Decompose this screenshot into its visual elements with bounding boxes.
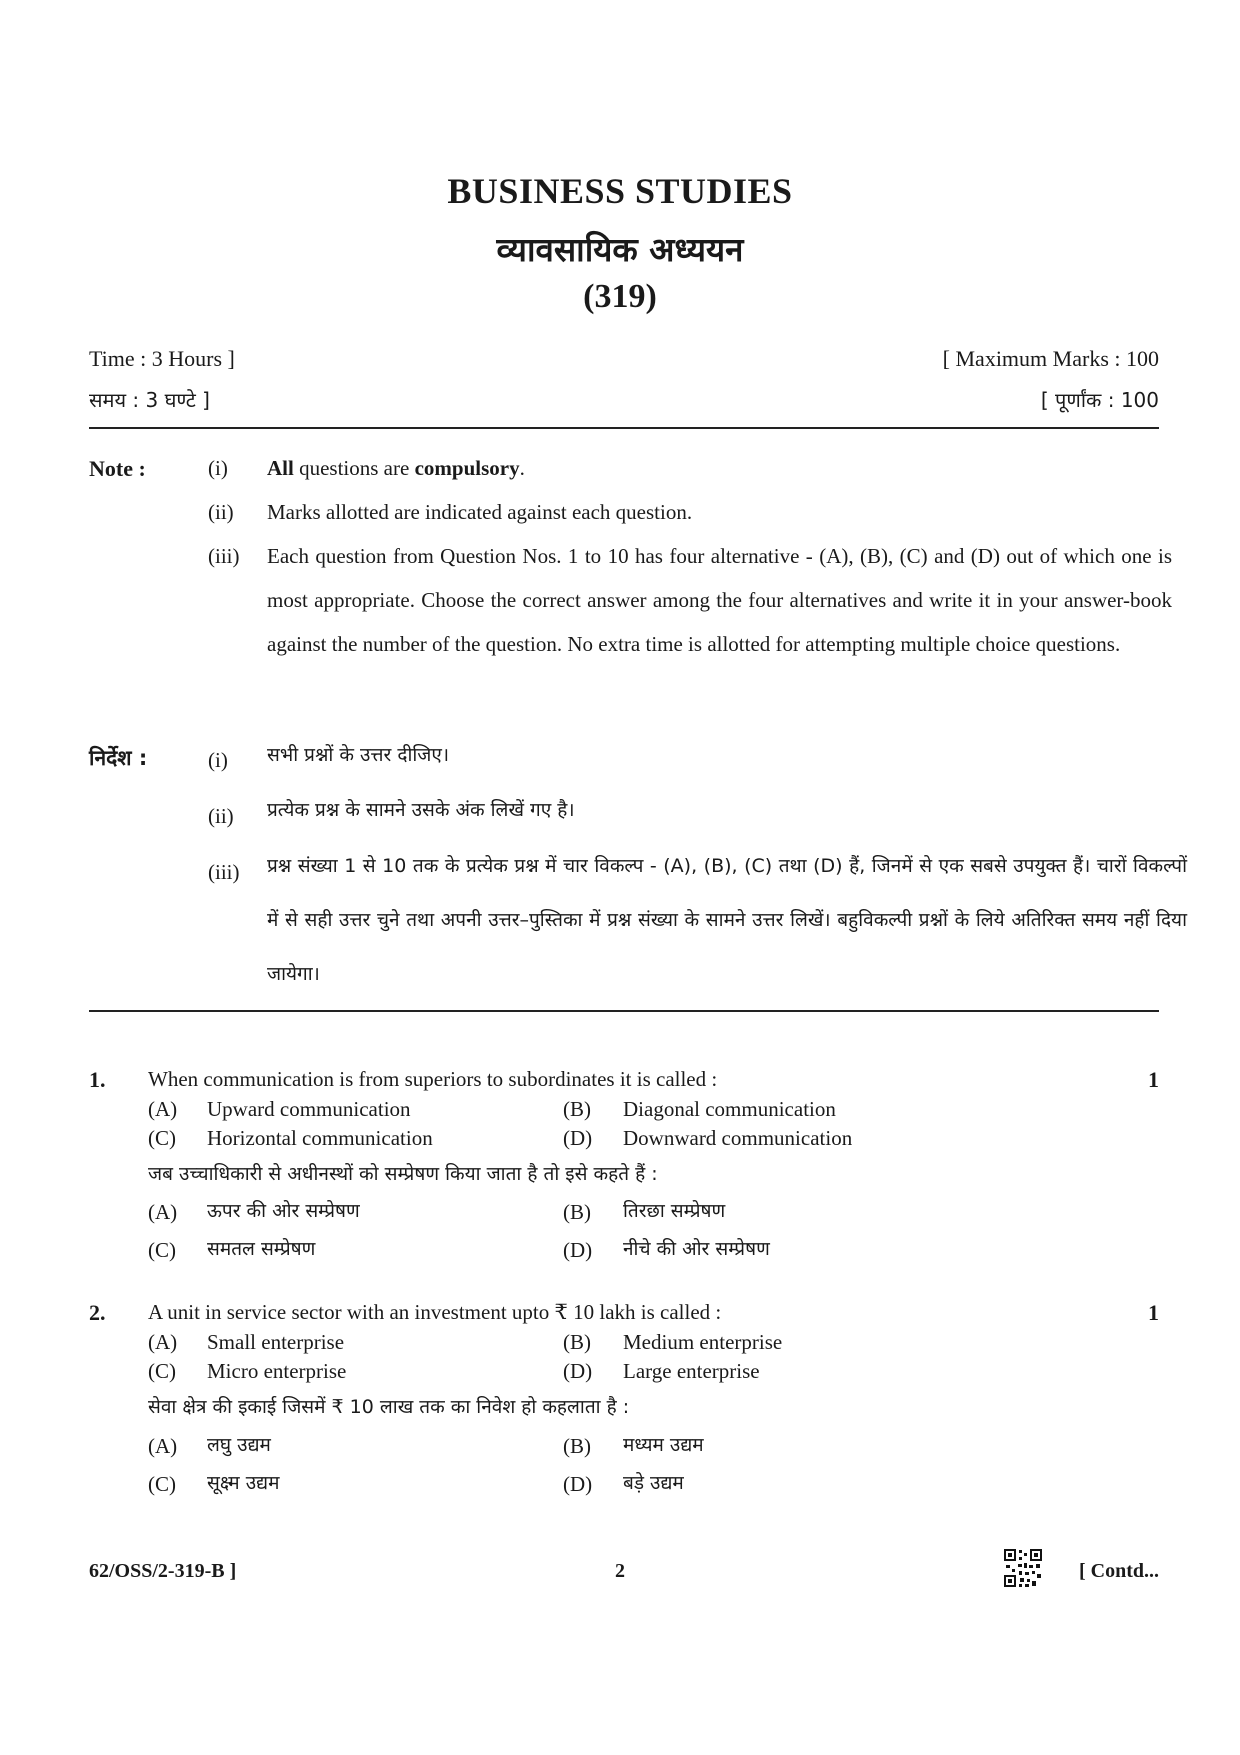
option-text-hindi: बड़े उद्यम [623,1472,684,1494]
option-text: Horizontal communication [207,1126,433,1150]
footer-paper-code: 62/OSS/2-319-B ] [89,1560,237,1582]
option-letter: (C) [148,1359,176,1383]
option-letter: (D) [563,1126,593,1150]
max-marks-label-hindi: [ पूर्णांक : 100 [1040,388,1159,412]
note-hindi-item-3: प्रश्न संख्या 1 से 10 तक के प्रत्येक प्रश्न में चार विकल्प - (A), (B), (C) तथा (D) हैं, जिनमें से एक सबसे उपयुक्त हैं। चारों विकल्पों में से सही उत्तर चुने तथा अपनी उत्तर–पुस्तिका में प्रश्न संख्या के सामने उत्तर लिखें। बहुविकल्पी प्रश्नों के लिये अतिरिक्त समय नहीं दिया जायेगा। [267,855,1187,985]
note-item-1 [267,446,1172,490]
option-text: Upward communication [207,1097,411,1121]
paper-code: (319) [583,278,657,315]
note-label-hindi: निर्देश : [89,746,148,770]
question-text: When communication is from superiors to subordinates it is called : [148,1067,718,1091]
note-item-number-hindi: (i) [208,748,228,772]
note-item-number: (i) [208,456,228,480]
option-letter: (A) [148,1097,178,1121]
option-letter-hindi: (A) [148,1434,178,1458]
time-label-hindi: समय : 3 घण्टे ] [89,388,210,412]
question-marks: 1 [1148,1300,1159,1325]
note-item-number: (iii) [208,544,240,568]
note-hindi-item-2: प्रत्येक प्रश्न के सामने उसके अंक लिखें गए है। [267,799,575,821]
option-text: Diagonal communication [623,1097,836,1121]
page-number: 2 [615,1560,625,1582]
option-text-hindi: समतल सम्प्रेषण [207,1238,316,1260]
option-letter-hindi: (C) [148,1472,176,1496]
option-letter-hindi: (A) [148,1200,178,1224]
note-item-1-bold2: compulsory [414,456,520,480]
option-text-hindi: मध्यम उद्यम [623,1434,704,1456]
option-text: Medium enterprise [623,1330,783,1354]
paper-title-hindi: व्यावसायिक अध्ययन [496,230,744,269]
option-letter-hindi: (C) [148,1238,176,1262]
option-letter-hindi: (D) [563,1238,593,1262]
question-number: 2. [89,1300,106,1325]
option-text-hindi: नीचे की ओर सम्प्रेषण [623,1238,770,1260]
note-item-1-mid: questions are [293,456,415,480]
note-label: Note : [89,456,146,481]
note-item-3: Each question from Question Nos. 1 to 10 has four alternative - (A), (B), (C) and (D) out of which one is most appropriate. Choose the correct answer among the four alternatives and write it in your answer-book against the number of the question. No extra time is allotted for attempting multiple choice questions. [267,544,1172,656]
option-letter: (C) [148,1126,176,1150]
option-text: Large enterprise [623,1359,760,1383]
continued-label: [ Contd... [1078,1560,1159,1582]
option-text: Micro enterprise [207,1359,347,1383]
qr-code-icon [1003,1548,1043,1588]
option-letter-hindi: (D) [563,1472,593,1496]
question-number: 1. [89,1067,106,1092]
note-item-number-hindi: (iii) [208,860,240,884]
option-text: Small enterprise [207,1330,345,1354]
header-divider [89,427,1159,429]
question-text: A unit in service sector with an investment upto ₹ 10 lakh is called : [148,1300,722,1324]
option-text-hindi: ऊपर की ओर सम्प्रेषण [207,1200,360,1222]
question-text-hindi: जब उच्चाधिकारी से अधीनस्थों को सम्प्रेषण किया जाता है तो इसे कहते हैं : [148,1163,658,1185]
max-marks-label: [ Maximum Marks : 100 [942,346,1159,371]
notes-divider [89,1010,1159,1012]
question-text-hindi: सेवा क्षेत्र की इकाई जिसमें ₹ 10 लाख तक का निवेश हो कहलाता है : [148,1396,630,1418]
note-hindi-item-1: सभी प्रश्नों के उत्तर दीजिए। [267,744,450,766]
question-marks: 1 [1148,1067,1159,1092]
option-text-hindi: लघु उद्यम [207,1434,271,1456]
note-item-number: (ii) [208,500,234,524]
paper-title: BUSINESS STUDIES [447,171,793,211]
option-letter: (A) [148,1330,178,1354]
note-item-1-bold: All [267,456,294,480]
option-text: Downward communication [623,1126,853,1150]
option-text-hindi: सूक्ष्म उद्यम [207,1472,280,1494]
note-item-2: Marks allotted are indicated against each question. [267,500,693,524]
option-letter: (B) [563,1330,591,1354]
option-letter-hindi: (B) [563,1200,591,1224]
option-text-hindi: तिरछा सम्प्रेषण [623,1200,726,1222]
option-letter-hindi: (B) [563,1434,591,1458]
option-letter: (B) [563,1097,591,1121]
time-label: Time : 3 Hours ] [89,346,235,371]
option-letter: (D) [563,1359,593,1383]
note-item-number-hindi: (ii) [208,804,234,828]
note-item-1-end: . [519,456,525,480]
